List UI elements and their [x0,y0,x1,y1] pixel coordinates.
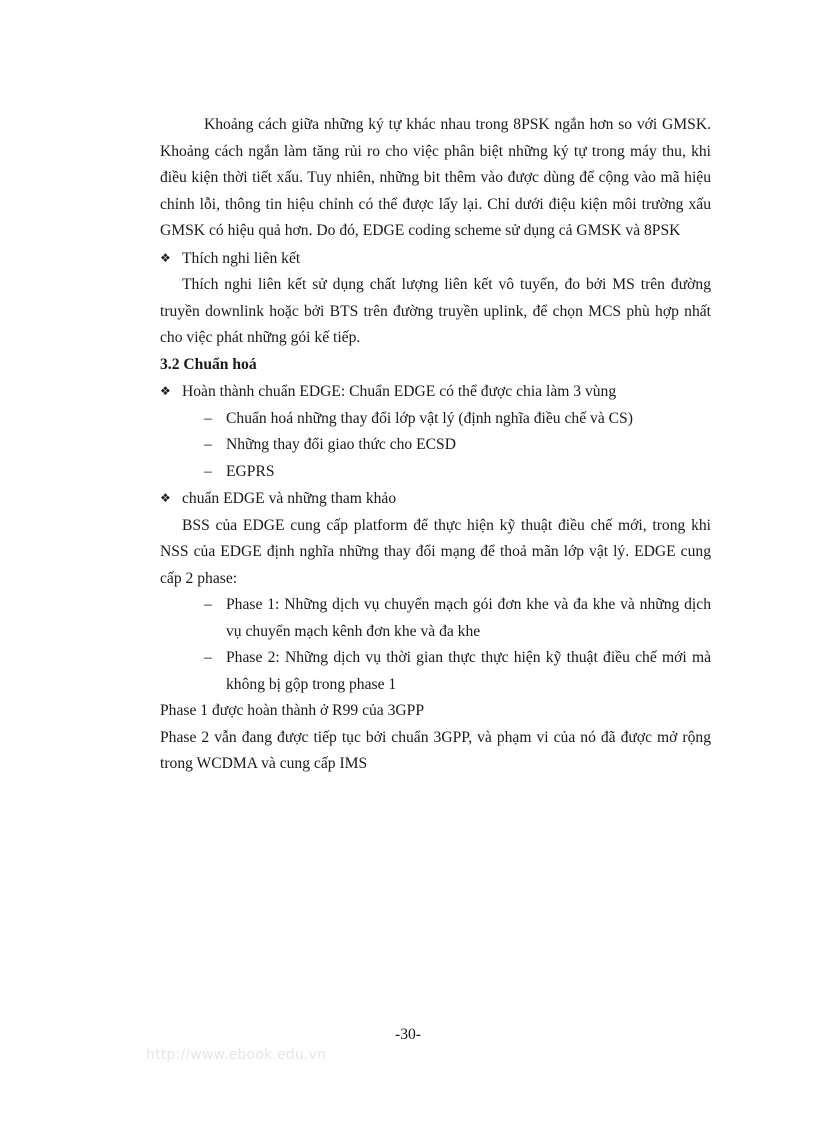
watermark: http://www.ebook.edu.vn [146,1047,327,1063]
diamond-bullet-icon: ❖ [160,491,171,505]
bullet-text: chuẩn EDGE và những tham khảo [182,490,397,507]
bullet-text: Thích nghi liên kết [182,249,301,267]
diamond-bullet-icon: ❖ [160,250,171,265]
bullet-edge-references [160,485,711,513]
list-item: – EGPRS [160,459,711,486]
dash-icon: – [204,436,212,453]
paragraph-bss-nss: BSS của EDGE cung cấp platform để thực hiện kỹ thuật điều chế mới, trong khi NSS của EDGE định nghĩa những thay đổi mạng để thoả mãn lớp vật lý. EDGE cung cấp 2 phase: [160,516,711,587]
dash-icon: – [204,409,212,427]
paragraph-link-adaptation: Thích nghi liên kết sử dụng chất lượng liên kết vô tuyến, đo bởi MS trên đường truyền downlink hoặc bởi BTS trên đường truyền uplink, để chọn MCS phù hợp nhất cho việc phát những gói kế tiếp. [160,276,711,346]
page-content [160,112,711,778]
dash-icon: – [204,596,212,613]
paragraph-8psk-vs-gmsk: Khoảng cách giữa những ký tự khác nhau trong 8PSK ngắn hơn so với GMSK. Khoảng cách ngắn làm tăng rủi ro cho việc phân biệt những ký tự trong máy thu, khi điều kiện thời tiết xấu. Tuy nhiên, những bit thêm vào được dùng để cộng vào mã hiệu chỉnh lỗi, thông tin hiệu chỉnh có thể được lấy lại. Chỉ dưới điệu kiện môi trường xấu GMSK có hiệu quả hơn. Do đó, EDGE coding scheme sử dụng cả GMSK và 8PSK [160,116,711,239]
page-number: -30- [395,1026,421,1043]
paragraph-phase2: Phase 2 vẫn đang được tiếp tục bởi chuẩn 3GPP, và phạm vi của nó đã được mở rộng trong WCDMA và cung cấp IMS [160,728,711,772]
section-heading: 3.2 Chuẩn hoá [160,355,257,373]
edge-areas-list [160,406,711,486]
list-item: – Những thay đổi giao thức cho ECSD [160,432,711,459]
dash-icon: – [204,649,212,666]
phase-list [160,592,711,698]
bullet-text: Hoàn thành chuẩn EDGE: Chuẩn EDGE có thể được chia làm 3 vùng [182,383,617,400]
diamond-bullet-icon: ❖ [160,384,171,398]
list-item: – Phase 2: Những dịch vụ thời gian thực thực hiện kỹ thuật điều chế mới mà không bị gộp trong phase 1 [160,645,711,698]
bullet-link-adaptation [160,245,711,273]
dash-icon: – [204,462,212,480]
bullet-edge-standard [160,378,711,406]
list-item: – Phase 1: Những dịch vụ chuyển mạch gói đơn khe và đa khe và những dịch vụ chuyển mạch kênh đơn khe và đa khe [160,592,711,645]
paragraph-phase1: Phase 1 được hoàn thành ở R99 của 3GPP [160,702,425,719]
list-item: – Chuẩn hoá những thay đổi lớp vật lý (định nghĩa điều chế và CS) [160,406,711,433]
